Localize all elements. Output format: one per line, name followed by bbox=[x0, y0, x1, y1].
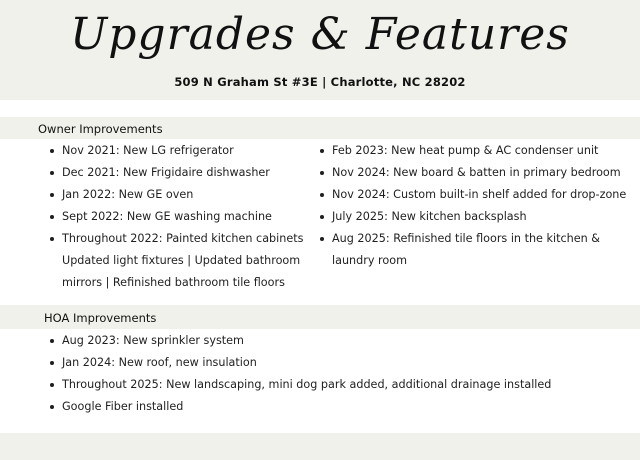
list-item: Sept 2022: New GE washing machine bbox=[48, 206, 310, 228]
owner-improvements-right-list bbox=[318, 140, 628, 272]
property-address: 509 N Graham St #3E | Charlotte, NC 28202 bbox=[174, 75, 466, 89]
list-item: Nov 2024: New board & batten in primary bedroom bbox=[318, 162, 628, 184]
list-item: Aug 2025: Refinished tile floors in the kitchen & laundry room bbox=[318, 228, 628, 272]
list-item: Aug 2023: New sprinkler system bbox=[48, 330, 628, 352]
page-title: Upgrades & Features bbox=[70, 9, 570, 60]
list-item: Nov 2021: New LG refrigerator bbox=[48, 140, 310, 162]
footer-band bbox=[0, 433, 640, 460]
owner-section-title: Owner Improvements bbox=[38, 122, 163, 136]
owner-improvements-left-list bbox=[48, 140, 310, 294]
list-item: Jan 2022: New GE oven bbox=[48, 184, 310, 206]
hoa-improvements-list bbox=[48, 330, 628, 418]
list-item: Throughout 2022: Painted kitchen cabinets Updated light fixtures | Updated bathroom mirrors | Refinished bathroom tile floors bbox=[48, 228, 310, 294]
hoa-section-title: HOA Improvements bbox=[44, 311, 157, 325]
list-item: Jan 2024: New roof, new insulation bbox=[48, 352, 628, 374]
list-item: Feb 2023: New heat pump & AC condenser unit bbox=[318, 140, 628, 162]
list-item: Google Fiber installed bbox=[48, 396, 628, 418]
list-item: July 2025: New kitchen backsplash bbox=[318, 206, 628, 228]
list-item: Throughout 2025: New landscaping, mini dog park added, additional drainage installed bbox=[48, 374, 628, 396]
list-item: Nov 2024: Custom built-in shelf added for drop-zone bbox=[318, 184, 628, 206]
list-item: Dec 2021: New Frigidaire dishwasher bbox=[48, 162, 310, 184]
